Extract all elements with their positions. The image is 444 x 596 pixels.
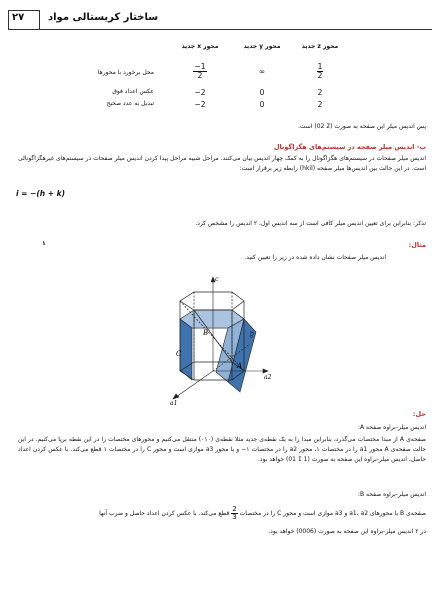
table-header-x: محور x جدید — [181, 43, 219, 50]
chapter-title: ساختار کریستالی مواد — [48, 12, 159, 23]
solution-b-line2: در ۲ اندیس میلر-براوه این صفحه به صورت (0006) خواهد بود. — [268, 528, 426, 535]
plane-c — [180, 319, 192, 380]
solution-label: حل: — [412, 410, 426, 418]
note-paragraph: تذکر: بنابراین برای تعیین اندیس میلر کافی است از سه اندیس اول، ۲ اندیس را مشخص کرد. — [195, 220, 426, 227]
axis-a1-label: a1 — [170, 400, 178, 407]
bravais-formula: i = −(h + k) — [16, 189, 66, 198]
solution-b-line1: صفحه‌ی B با محورهای a1، a2 و a3 موازی است و محور C را در مختصات $\frac{2}{3}$ قطع می‌کند. با عکس کردن اعداد حاصل و ضرب آنها — [99, 505, 426, 521]
example-label: مثال: — [408, 241, 426, 249]
solution-b-fraction: $\frac{2}{3}$ — [232, 505, 237, 521]
cell-y-integer: 0 — [259, 100, 265, 109]
example-marker: ۱ — [42, 240, 46, 247]
solution-b-title: اندیس میلر-براوه صفحه B: — [357, 491, 426, 498]
cell-z-intercept: $\frac{1}{2}$ — [317, 62, 323, 80]
plane-b-label: B — [203, 329, 209, 337]
row-label-integers: تبدیل به عدد صحیح — [106, 100, 154, 107]
axis-c-label: c — [215, 276, 219, 283]
cell-z-integer: 2 — [317, 100, 323, 109]
section-paragraph: اندیس میلر صفحات در سیستم‌های هگزاگونال را به کمک چهار اندیس بیان می‌کنند. مراحل شبیه مراحل پیدا کردن اندیس میلر صفحات در سیستم‌های غیرهگزاگونالی است. در این حالت بین اندیس‌ها میلر صفحه (hkil) رابطه زیر برقرار است: — [18, 155, 426, 172]
cell-x-integer: −2 — [194, 100, 206, 109]
row-label-reciprocals: عکس اعداد فوق — [112, 88, 154, 95]
plane-c-label: C — [176, 350, 182, 358]
table-header-z: محور z جدید — [301, 43, 339, 50]
axis-a3-label: a3 — [248, 330, 256, 339]
header-rule — [8, 29, 432, 30]
hexagonal-prism-figure — [160, 272, 280, 407]
cell-x-reciprocal: −2 — [194, 88, 206, 97]
axis-a2-label: a2 — [264, 374, 272, 381]
example-text: اندیس میلر صفحات نشان داده شده در زیر را تعیین کنید. — [244, 254, 386, 261]
cell-z-reciprocal: 2 — [317, 88, 323, 97]
cell-y-reciprocal: 0 — [259, 88, 265, 97]
section-heading: ب- اندیس میلر صفحه در سیستم‌های هگزاگونال — [273, 143, 426, 151]
solution-a-title: اندیس میلر-براوه صفحه A: — [357, 424, 426, 431]
solution-a-paragraph: صفحه‌ی A از مبدا مختصات می‌گذرد، بنابراین مبدا را به یک نقطه‌ی جدید مثلا نقطه‌ی (۰۱۰) منتقل می‌کنیم و محورهای مختصات را در این نقطه برپا می‌کنیم. در این حالت صفحه‌ی A محور a1 را در مختصات ۱، محور a2 را در مختصات ۱− و با محور a3 موازی است و محور C را در مختصات ۱ قطع می‌کند. با عکس کردن اعداد حاصل، اندیس میلر-براوه این صفحه به صورت (1 1̄ 01) خواهد بود. — [18, 436, 427, 463]
table-header-y: محور y جدید — [243, 43, 281, 50]
row-label-intercepts: محل برخورد با محورها — [97, 69, 154, 76]
result-line: پس اندیس میلر این صفحه به صورت (2̄ 02) است. — [297, 123, 426, 130]
page-header — [8, 10, 438, 32]
cell-x-intercept: $\frac{-1}{2}$ — [194, 62, 206, 80]
plane-a-label: A — [237, 362, 243, 370]
page-number: ۲۷ — [12, 12, 25, 23]
cell-y-intercept: ∞ — [258, 67, 266, 76]
